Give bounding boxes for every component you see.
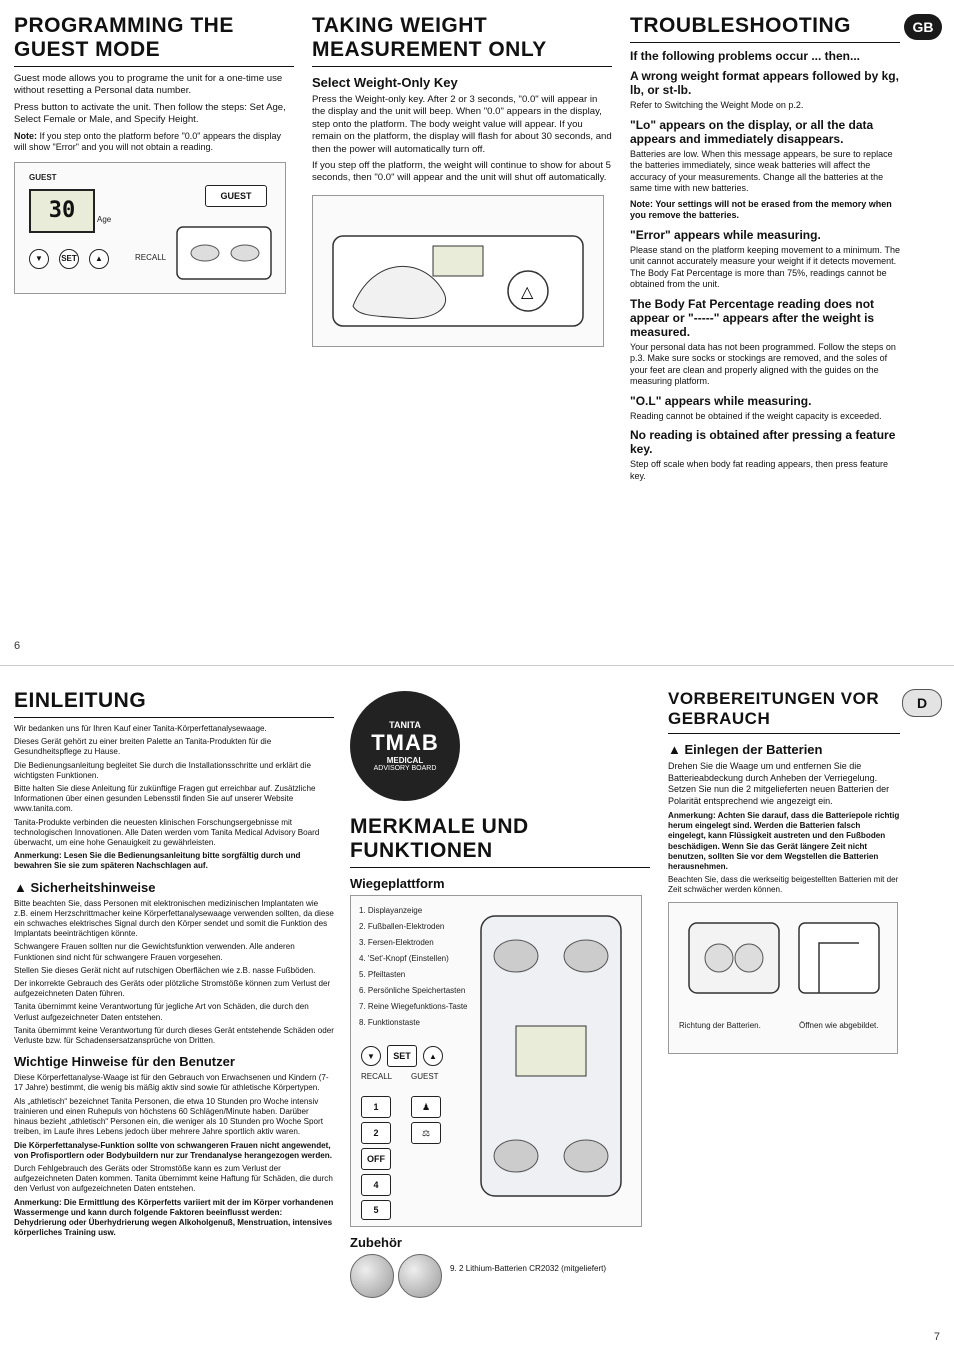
set-button[interactable]: SET bbox=[59, 249, 79, 269]
einleitung-section bbox=[14, 689, 334, 1241]
fig-label-direction: Richtung der Batterien. bbox=[679, 1020, 761, 1030]
warning-icon: ▲ bbox=[14, 879, 27, 895]
hinweise-line-1: Diese Körperfettanalyse-Waage ist für den Gebrauch von Erwachsenen und Kindern (7-17 Jahre) bestimmt, die wenig bis mäßig aktiv sind sowie für athletische Körpertypen. bbox=[14, 1073, 329, 1093]
zubehoer-title: Zubehör bbox=[350, 1235, 402, 1250]
medical-advisory-board-badge bbox=[350, 691, 460, 801]
battery-icon bbox=[398, 1254, 442, 1298]
sicherheit-line-5: Tanita übernimmt keine Verantwortung für jegliche Art von Schäden, die durch den Verlust aufgezeichneter Daten entstehen. bbox=[14, 1002, 309, 1022]
recall-key-label: RECALL bbox=[361, 1072, 393, 1081]
guest-display-figure bbox=[14, 162, 286, 294]
page-number: 6 bbox=[14, 640, 21, 652]
sicherheit-line-2: Schwangere Frauen sollten nur die Gewichtsfunktion verwenden. Alle anderen Funktionen sind nicht für schwangere Frauen vorgesehen. bbox=[14, 942, 295, 962]
badge-text-2: MEDICAL bbox=[386, 756, 424, 765]
vorbereitung-title: VORBEREITUNGEN VOR GEBRAUCH bbox=[668, 689, 900, 734]
batterien-text: Drehen Sie die Waage um und entfernen Sie die Batterieabdeckung durch Anheben der Verriegelung. Setzen Sie nun die 2 mitgelieferten neuen Batterien der Polarität entsprechend wie angezeigt ein. bbox=[668, 761, 890, 806]
einleitung-line-1: Wir bedanken uns für Ihren Kauf einer Tanita-Körperfettanalysewaage. bbox=[14, 724, 267, 733]
batterien-text-2: Beachten Sie, dass die werkseitig beigestellten Batterien mit der Zeit schwächer werden können. bbox=[668, 875, 899, 895]
hinweise-title: Wichtige Hinweise für den Benutzer bbox=[14, 1054, 235, 1070]
arrow-up-button[interactable]: ▲ bbox=[89, 249, 109, 269]
battery-compartment-illustration bbox=[669, 903, 897, 1023]
merkmale-section bbox=[350, 815, 650, 1304]
batterien-subhead-text: Einlegen der Batterien bbox=[684, 742, 823, 757]
page-divider bbox=[0, 665, 954, 666]
sicherheit-line-1: Bitte beachten Sie, dass Personen mit elektronischen medizinischen Implantaten wie z.B. einem Herzschrittmacher keine Körperfettanalysewaage verwenden sollten, da diese ein schwaches elektrisches Signal durch den Körper sendet und somit die Funktion des Implantats beeinträchtigen könnte. bbox=[14, 898, 334, 939]
einleitung-line-5: Tanita-Produkte verbinden die neuesten klinischen Forschungsergebnisse mit technologischen Innovationen. Alle Daten werden vom Tanita Medical Advisory Board überwacht, um eine hohe Genauigkeit zu gewährleisten. bbox=[14, 817, 320, 848]
einleitung-line-4: Bitte halten Sie diese Anleitung für zukünftige Fragen gut erreichbar auf. Zusätzliche Informationen über einen gesunden Lebensstil finden Sie auf unserer Website www.tanita.com. bbox=[14, 784, 316, 814]
recall-label: RECALL bbox=[135, 252, 167, 262]
arrow-down-button[interactable]: ▼ bbox=[29, 249, 49, 269]
weight-only-icon-key[interactable]: ⚖ bbox=[411, 1122, 441, 1144]
wiegeplattform-subhead: Wiegeplattform bbox=[350, 876, 445, 891]
lcd-display: 30 bbox=[29, 189, 95, 233]
solution-1: Refer to Switching the Weight Mode on p.2. bbox=[630, 100, 804, 110]
hinweise-note: Anmerkung: Die Ermittlung des Körperfetts variiert mit der im Körper vorhandenen Wassermenge und kann durch folgende Faktoren beeinflusst werden: Dehydrierung oder Überhydrierung wegen Alkoholgenuß, Menstruation, intensives körperliches Training usw. bbox=[14, 1197, 334, 1238]
hinweise-line-2: Als „athletisch“ bezeichnet Tanita Personen, die etwa 10 Stunden pro Woche intensiv trainieren und einen Ruhepuls von höchstens 60 Schlägen/Minute haben. Darüber hinaus bezieht „athletisch“ Personen ein, die weniger als 10 Stunden pro Woche Sport treiben, im Laufe ihres Lebens jedoch über mehrere Jahre sportlich aktiv waren. bbox=[14, 1096, 323, 1137]
weight-only-text-1: Press the Weight-only key. After 2 or 3 seconds, "0.0" will appear in the display and the unit will beep. When "0.0" appears in the display, step onto the platform. The body weight value will appear. If you remain on the platform, the display will flash for about 30 seconds, and then the power will automatically turn off. bbox=[312, 94, 612, 155]
batterien-note: Anmerkung: Achten Sie darauf, dass die Batteriepole richtig herum eingelegt sind. Werden die Batterien falsch eingelegt, kann Flüssigkeit austreten und den Fußboden beschädigen. Wenn Sie das Gerät längere Zeit nicht benutzen, sollten Sie vor dem Wegstellen die Batterien herausnehmen. bbox=[668, 811, 900, 872]
sicherheit-line-6: Tanita übernimmt keine Verantwortung für durch dieses Gerät entstehende Schäden oder Verluste bzw. für Schadensersatzansprüche von Dritten. bbox=[14, 1025, 334, 1046]
page-german bbox=[0, 675, 954, 1351]
problem-6: No reading is obtained after pressing a feature key. bbox=[630, 428, 896, 456]
problem-2: "Lo" appears on the display, or all the data appears and immediately disappears. bbox=[630, 117, 874, 146]
solution-5: Reading cannot be obtained if the weight capacity is exceeded. bbox=[630, 410, 882, 421]
memory-key-5[interactable]: 5 bbox=[361, 1200, 391, 1220]
battery-icon bbox=[350, 1254, 394, 1298]
label-heel-electrodes: 3. Fersen-Elektroden bbox=[359, 938, 434, 947]
troubleshooting-list bbox=[630, 69, 900, 482]
sicherheit-line-4: Der inkorrekte Gebrauch des Geräts oder plötzliche Stromstöße können zum Verlust der aufgezeichneten Daten führen. bbox=[14, 979, 331, 999]
page-number: 7 bbox=[933, 1331, 940, 1343]
set-key[interactable]: SET bbox=[387, 1045, 417, 1067]
weight-only-text-2: If you step off the platform, the weight will continue to show for about 5 seconds, then "0.0" will appear and the unit will shut off automatically. bbox=[312, 160, 611, 184]
problem-5: "O.L" appears while measuring. bbox=[630, 393, 812, 408]
scale-diagram bbox=[350, 895, 642, 1227]
badge-logo: TMAB bbox=[371, 730, 439, 755]
label-weight-key: 7. Reine Wiegefunktions-Taste bbox=[359, 1002, 468, 1011]
guest-mode-title: PROGRAMMING THE GUEST MODE bbox=[14, 14, 294, 67]
einleitung-note: Anmerkung: Lesen Sie die Bedienungsanleitung bitte sorgfältig durch und bewahren Sie sie zum späteren Nachschlagen auf. bbox=[14, 851, 301, 871]
vorbereitung-section bbox=[668, 689, 900, 1054]
label-set-button: 4. 'Set'-Knopf (Einstellen) bbox=[359, 954, 449, 963]
hinweise-line-4: Durch Fehlgebrauch des Geräts oder Stromstöße kann es zum Verlust der aufgezeichneten Daten kommen. Tanita übernimmt keine Haftung für Schäden, die durch den Verlust von aufgezeichneten Daten entstehen. bbox=[14, 1163, 333, 1194]
einleitung-line-3: Die Bedienungsanleitung begleitet Sie durch die Installationsschritte und erklärt die wichtigsten Funktionen. bbox=[14, 760, 311, 780]
guest-mode-section bbox=[14, 14, 294, 294]
einleitung-title: EINLEITUNG bbox=[14, 689, 334, 718]
weight-only-figure bbox=[312, 195, 604, 347]
label-ball-electrodes: 2. Fußballen-Elektroden bbox=[359, 922, 445, 931]
svg-text:△: △ bbox=[521, 281, 534, 301]
problem-4: The Body Fat Percentage reading does not appear or "-----" appears after the weight is measured. bbox=[630, 296, 875, 339]
merkmale-title: MERKMALE UND FUNKTIONEN bbox=[350, 815, 650, 868]
label-feature-key: 8. Funktionstaste bbox=[359, 1018, 420, 1027]
guest-mode-text-2: Press button to activate the unit. Then follow the steps: Set Age, Select Female or Male, and Specify Height. bbox=[14, 101, 286, 126]
warning-icon: ▲ bbox=[668, 742, 681, 757]
solution-2-note: Note: Your settings will not be erased from the memory when you remove the batteries. bbox=[630, 198, 892, 220]
solution-4: Your personal data has not been programmed. Follow the steps on p.3. Make sure socks or stockings are removed, and the soles of your feet are clean and properly aligned with the guides on the measuring platform. bbox=[630, 341, 896, 386]
foot-on-scale-illustration bbox=[313, 196, 603, 346]
problem-1: A wrong weight format appears followed by kg, lb, or st-lb. bbox=[630, 69, 899, 97]
scale-top-view-icon bbox=[471, 906, 631, 1206]
zubehoer-item: 9. 2 Lithium-Batterien CR2032 (mitgeliefert) bbox=[450, 1264, 607, 1273]
einleitung-line-2: Dieses Gerät gehört zu einer breiten Palette an Tanita-Produkten für die Gesundheitspflege zu Hause. bbox=[14, 737, 272, 757]
label-memory-keys: 6. Persönliche Speichertasten bbox=[359, 986, 466, 995]
zubehoer-figure bbox=[350, 1254, 650, 1304]
troubleshooting-section bbox=[630, 14, 900, 486]
solution-6: Step off scale when body fat reading appears, then press feature key. bbox=[630, 459, 889, 481]
off-key[interactable]: OFF bbox=[361, 1148, 391, 1170]
guest-note-text: If you step onto the platform before "0.0" appears the display will show "Error" and you will not obtain a reading. bbox=[14, 130, 282, 153]
badge-text-1: TANITA bbox=[389, 720, 421, 730]
troubleshooting-intro: If the following problems occur ... then... bbox=[630, 49, 861, 63]
label-display: 1. Displayanzeige bbox=[359, 906, 423, 915]
guest-note-label: Note: bbox=[14, 130, 37, 141]
problem-3: "Error" appears while measuring. bbox=[630, 227, 821, 242]
label-arrow-keys: 5. Pfeiltasten bbox=[359, 970, 406, 979]
memory-key-1[interactable]: 1 bbox=[361, 1096, 391, 1118]
arrow-up-key[interactable]: ▲ bbox=[423, 1046, 443, 1066]
language-tab-d[interactable]: D bbox=[902, 689, 942, 717]
troubleshooting-title: TROUBLESHOOTING bbox=[630, 14, 900, 43]
guest-mode-text-1: Guest mode allows you to programe the unit for a one-time use without resetting a Personal data number. bbox=[14, 73, 283, 97]
solution-3: Please stand on the platform keeping movement to a minimum. The unit cannot accurately measure your weight if it detects movement. The Body Fat Percentage is more than 75%, readings cannot be obtained from the unit. bbox=[630, 244, 900, 289]
battery-compartment-figure bbox=[668, 902, 898, 1054]
solution-2: Batteries are low. When this message appears, be sure to replace the batteries immediately, since weak batteries will affect the accuracy of your measurements. Change all the batteries at the same time with new batteries. bbox=[630, 148, 893, 193]
hinweise-line-3: Die Körperfettanalyse-Funktion sollte von schwangeren Frauen nicht angewendet, von Profisportlern oder Bodybuildern nur zur Trendanalyse herangezogen werden. bbox=[14, 1140, 332, 1160]
memory-key-2[interactable]: 2 bbox=[361, 1122, 391, 1144]
fig-label-open: Öffnen wie abgebildet. bbox=[799, 1020, 879, 1030]
age-label: Age bbox=[97, 214, 112, 224]
sicherheit-line-3: Stellen Sie dieses Gerät nicht auf rutschigen Oberflächen wie z.B. nasse Fußböden. bbox=[14, 965, 316, 975]
guest-indicator-label: GUEST bbox=[29, 172, 57, 182]
weight-only-subhead: Select Weight-Only Key bbox=[312, 75, 458, 90]
guest-key[interactable]: GUEST bbox=[205, 185, 267, 207]
person-icon-key[interactable]: ♟ bbox=[411, 1096, 441, 1118]
scale-platform-icon bbox=[175, 223, 275, 283]
guest-key-label: GUEST bbox=[411, 1072, 439, 1081]
badge-text-3: ADVISORY BOARD bbox=[373, 765, 437, 772]
weight-only-section bbox=[312, 14, 612, 347]
arrow-down-key[interactable]: ▼ bbox=[361, 1046, 381, 1066]
memory-key-4[interactable]: 4 bbox=[361, 1174, 391, 1196]
sicherheit-title bbox=[14, 880, 334, 895]
language-tab-gb[interactable]: GB bbox=[904, 14, 942, 40]
page-english bbox=[0, 0, 954, 660]
sicherheit-title-text: Sicherheitshinweise bbox=[30, 879, 156, 895]
weight-only-title: TAKING WEIGHT MEASUREMENT ONLY bbox=[312, 14, 612, 67]
batterien-subhead bbox=[668, 742, 900, 757]
